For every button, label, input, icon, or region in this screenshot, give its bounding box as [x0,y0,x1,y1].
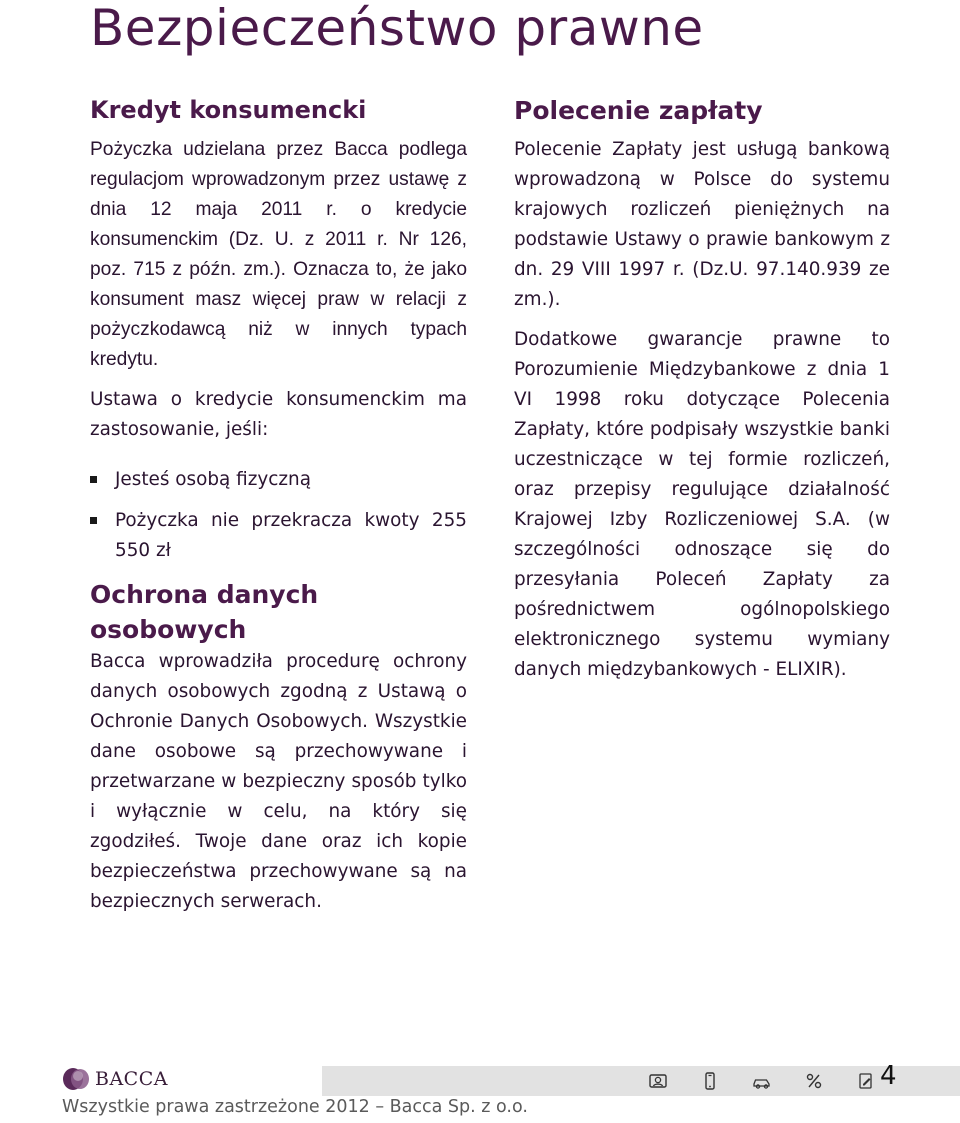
percent-icon [788,1070,840,1092]
right-column [514,92,890,685]
id-card-icon [632,1070,684,1092]
bullet-square-icon [90,517,97,524]
polecenie-paragraph-1: Polecenie Zapłaty jest usługą bankową wprowadzoną w Polsce do systemu krajowych rozliczeń pieniężnych na podstawie Ustawy o prawie bankowym z dn. 29 VIII 1997 r. (Dz.U. 97.140.939 ze zm.). [514,139,890,310]
polecenie-paragraph-2: Dodatkowe gwarancje prawne to Porozumienie Międzybankowe z dnia 1 VI 1998 roku dotyczące Polecenia Zapłaty, które podpisały wszystkie banki uczestniczące w tej formie rozliczeń, oraz przepisy regulujące działalność Krajowej Izby Rozliczeniowej S.A. (w szczególności odnoszące się do przesyłania Poleceń Zapłaty za pośrednictwem ogólnopolskiego elektronicznego systemu wymiany danych międzybankowych - ELIXIR). [514,329,890,680]
kredyt-paragraph-1: Pożyczka udzielana przez Bacca podlega regulacjom wprowadzonym przez ustawę z dnia 12 maja 2011 r. o kredycie konsumenckim (Dz. U. z 2011 r. Nr 126, poz. 715 z późn. zm.). Oznacza to, że jako konsument masz więcej praw w relacji z pożyczkodawcą niż w innych typach kredytu. [90,139,467,370]
bacca-logo [62,1065,168,1093]
kredyt-paragraph-2: Ustawa o kredycie konsumenckim ma zastosowanie, jeśli: [90,389,467,440]
section-heading-polecenie: Polecenie zapłaty [514,96,763,125]
conditions-list [90,465,467,566]
section-heading-ochrona: Ochrona danych osobowych [90,580,319,644]
bullet-square-icon [90,476,97,483]
bacca-logo-mark-icon [62,1066,92,1092]
footer-icons [632,1070,892,1092]
left-column [90,92,467,917]
page-title: Bezpieczeństwo prawne [90,0,704,57]
list-item: Jesteś osobą fizyczną [90,465,467,495]
copyright-text: Wszystkie prawa zastrzeżone 2012 – Bacca Sp. z o.o. [62,1097,528,1117]
logo-text: BACCA [95,1068,168,1090]
page-number: 4 [880,1061,897,1091]
car-icon [736,1070,788,1092]
ochrona-paragraph: Bacca wprowadziła procedurę ochrony danych osobowych zgodną z Ustawą o Ochronie Danych Osobowych. Wszystkie dane osobowe są przechowywane i przetwarzane w bezpieczny sposób tylko i wyłącznie w celu, na który się zgodziłeś. Twoje dane oraz ich kopie bezpieczeństwa przechowywane są na bezpiecznych serwerach. [90,651,467,912]
section-heading-kredyt: Kredyt konsumencki [90,96,367,124]
phone-icon [684,1070,736,1092]
list-item: Pożyczka nie przekracza kwoty 255 550 zł [90,506,467,566]
